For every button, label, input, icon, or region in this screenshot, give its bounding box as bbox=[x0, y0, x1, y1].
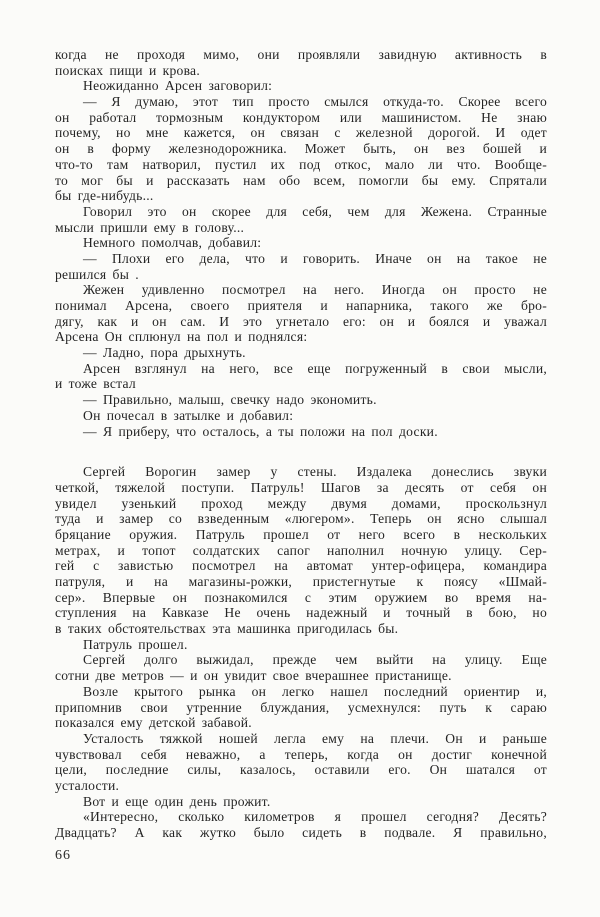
text-line: понимал Арсена, своего приятеля и напарника, такого же бро- bbox=[55, 298, 547, 313]
text-line: ступления на Кавказе Не очень надежный и точный в бою, но bbox=[55, 605, 547, 621]
text-line: цели, последние силы, казалось, оставили его. Он шатался от bbox=[55, 762, 547, 778]
text-line: Арсен взглянул на него, все еще погруженный в свои мысли, bbox=[83, 360, 547, 376]
page-number: 66 bbox=[55, 847, 71, 863]
text-line: он работал тормозным кондуктором или машинистом. Не знаю bbox=[55, 109, 547, 125]
text-line: почему, но мне кажется, он связан с железной дорогой. И одет bbox=[55, 125, 547, 141]
text-line: увидел узенький проход между двумя домами, проскользнул bbox=[55, 495, 547, 511]
text-line: Сергей Ворогин замер у стены. Издалека донеслись звуки bbox=[83, 464, 547, 480]
text-line: гей с завистью посмотрел на автомат унтер-офицера, командира bbox=[55, 558, 547, 574]
text-line: Жежен удивленно посмотрел на него. Иногда он просто не bbox=[83, 282, 547, 298]
text-line: бряцание оружия. Патруль прошел от него всего в нескольких bbox=[55, 526, 547, 542]
text-line: — Я думаю, этот тип просто смылся откуда-то. Скорее всего bbox=[83, 94, 547, 110]
text-line: Усталость тяжкой ношей легла ему на плечи. Он и раньше bbox=[83, 730, 547, 746]
text-line: Он почесал в затылке и добавил: bbox=[83, 407, 294, 423]
text-line: — Ладно, пора дрыхнуть. bbox=[83, 345, 246, 361]
text-line: в таких обстоятельствах эта машинка пригодилась бы. bbox=[55, 621, 399, 637]
text-line: Возле крытого рынка он легко нашел последний ориентир и, bbox=[83, 683, 547, 699]
text-line: он в форму железнодорожника. Может быть, он вез бошей и bbox=[55, 141, 547, 157]
text-block-dialogue bbox=[55, 47, 547, 439]
text-line: Неожиданно Арсен заговорил: bbox=[83, 78, 273, 94]
text-line: Патруль прошел. bbox=[83, 636, 188, 652]
text-line: метрах, и топот солдатских сапог наполнил ночную улицу. Сер- bbox=[55, 542, 547, 558]
text-line: показался ему детской забавой. bbox=[55, 715, 252, 731]
text-line: решился бы . bbox=[55, 266, 139, 282]
text-line: сер». Впервые он познакомился с этим оружием во время на- bbox=[55, 589, 547, 605]
text-block-sergey bbox=[55, 464, 547, 841]
text-line: патруля, и на магазины-рожки, пристегнутые к поясу «Шмай- bbox=[55, 574, 547, 589]
text-line: чувствовал себя неважно, а теперь, когда он достиг конечной bbox=[55, 746, 547, 762]
text-line: и тоже встал bbox=[55, 376, 136, 392]
text-line: Арсена Он сплюнул на пол и поднялся: bbox=[55, 329, 308, 345]
text-line: Говорил это он скорее для себя, чем для Жежена. Странные bbox=[83, 203, 547, 219]
text-line: туда и замер со взведенным «люгером». Теперь он ясно слышал bbox=[55, 511, 547, 527]
text-line: усталости. bbox=[55, 777, 120, 793]
text-line: сотни две метров — и он увидит свое вчерашнее пристанище. bbox=[55, 668, 452, 684]
text-line: Сергей долго выжидал, прежде чем выйти на улицу. Еще bbox=[83, 652, 547, 668]
text-line: Немного помолчав, добавил: bbox=[83, 235, 262, 251]
text-line: — Я приберу, что осталось, а ты положи на пол доски. bbox=[83, 423, 438, 439]
text-line: бы где-нибудь... bbox=[55, 188, 154, 204]
text-line: дягу, как и он сам. И это угнетало его: он и боялся и уважал bbox=[55, 313, 547, 329]
text-line: четкой, тяжелой поступи. Патруль! Шагов за десять от себя он bbox=[55, 479, 547, 495]
text-line: Вот и еще один день прожит. bbox=[83, 793, 271, 809]
text-line: мысли пришли ему в голову... bbox=[55, 219, 245, 235]
text-line: то мог бы и рассказать нам обо всем, помогли бы ему. Спрятали bbox=[55, 172, 547, 188]
text-line: — Правильно, малыш, свечку надо экономить. bbox=[83, 392, 377, 408]
text-line: Двадцать? А как жутко было сидеть в подвале. Я правильно, bbox=[55, 825, 547, 840]
text-line: поисках пищи и крова. bbox=[55, 62, 200, 78]
text-line: что-то там натворил, пустил их под откос, мало ли что. Вообще- bbox=[55, 156, 547, 172]
text-line: припомнив свои утренние блуждания, усмехнулся: путь к сараю bbox=[55, 699, 547, 715]
text-line: «Интересно, сколько километров я прошел сегодня? Десять? bbox=[83, 809, 547, 825]
text-line: когда не проходя мимо, они проявляли завидную активность в bbox=[55, 47, 547, 62]
text-line: — Плохи его дела, что и говорить. Иначе он на такое не bbox=[83, 250, 547, 266]
